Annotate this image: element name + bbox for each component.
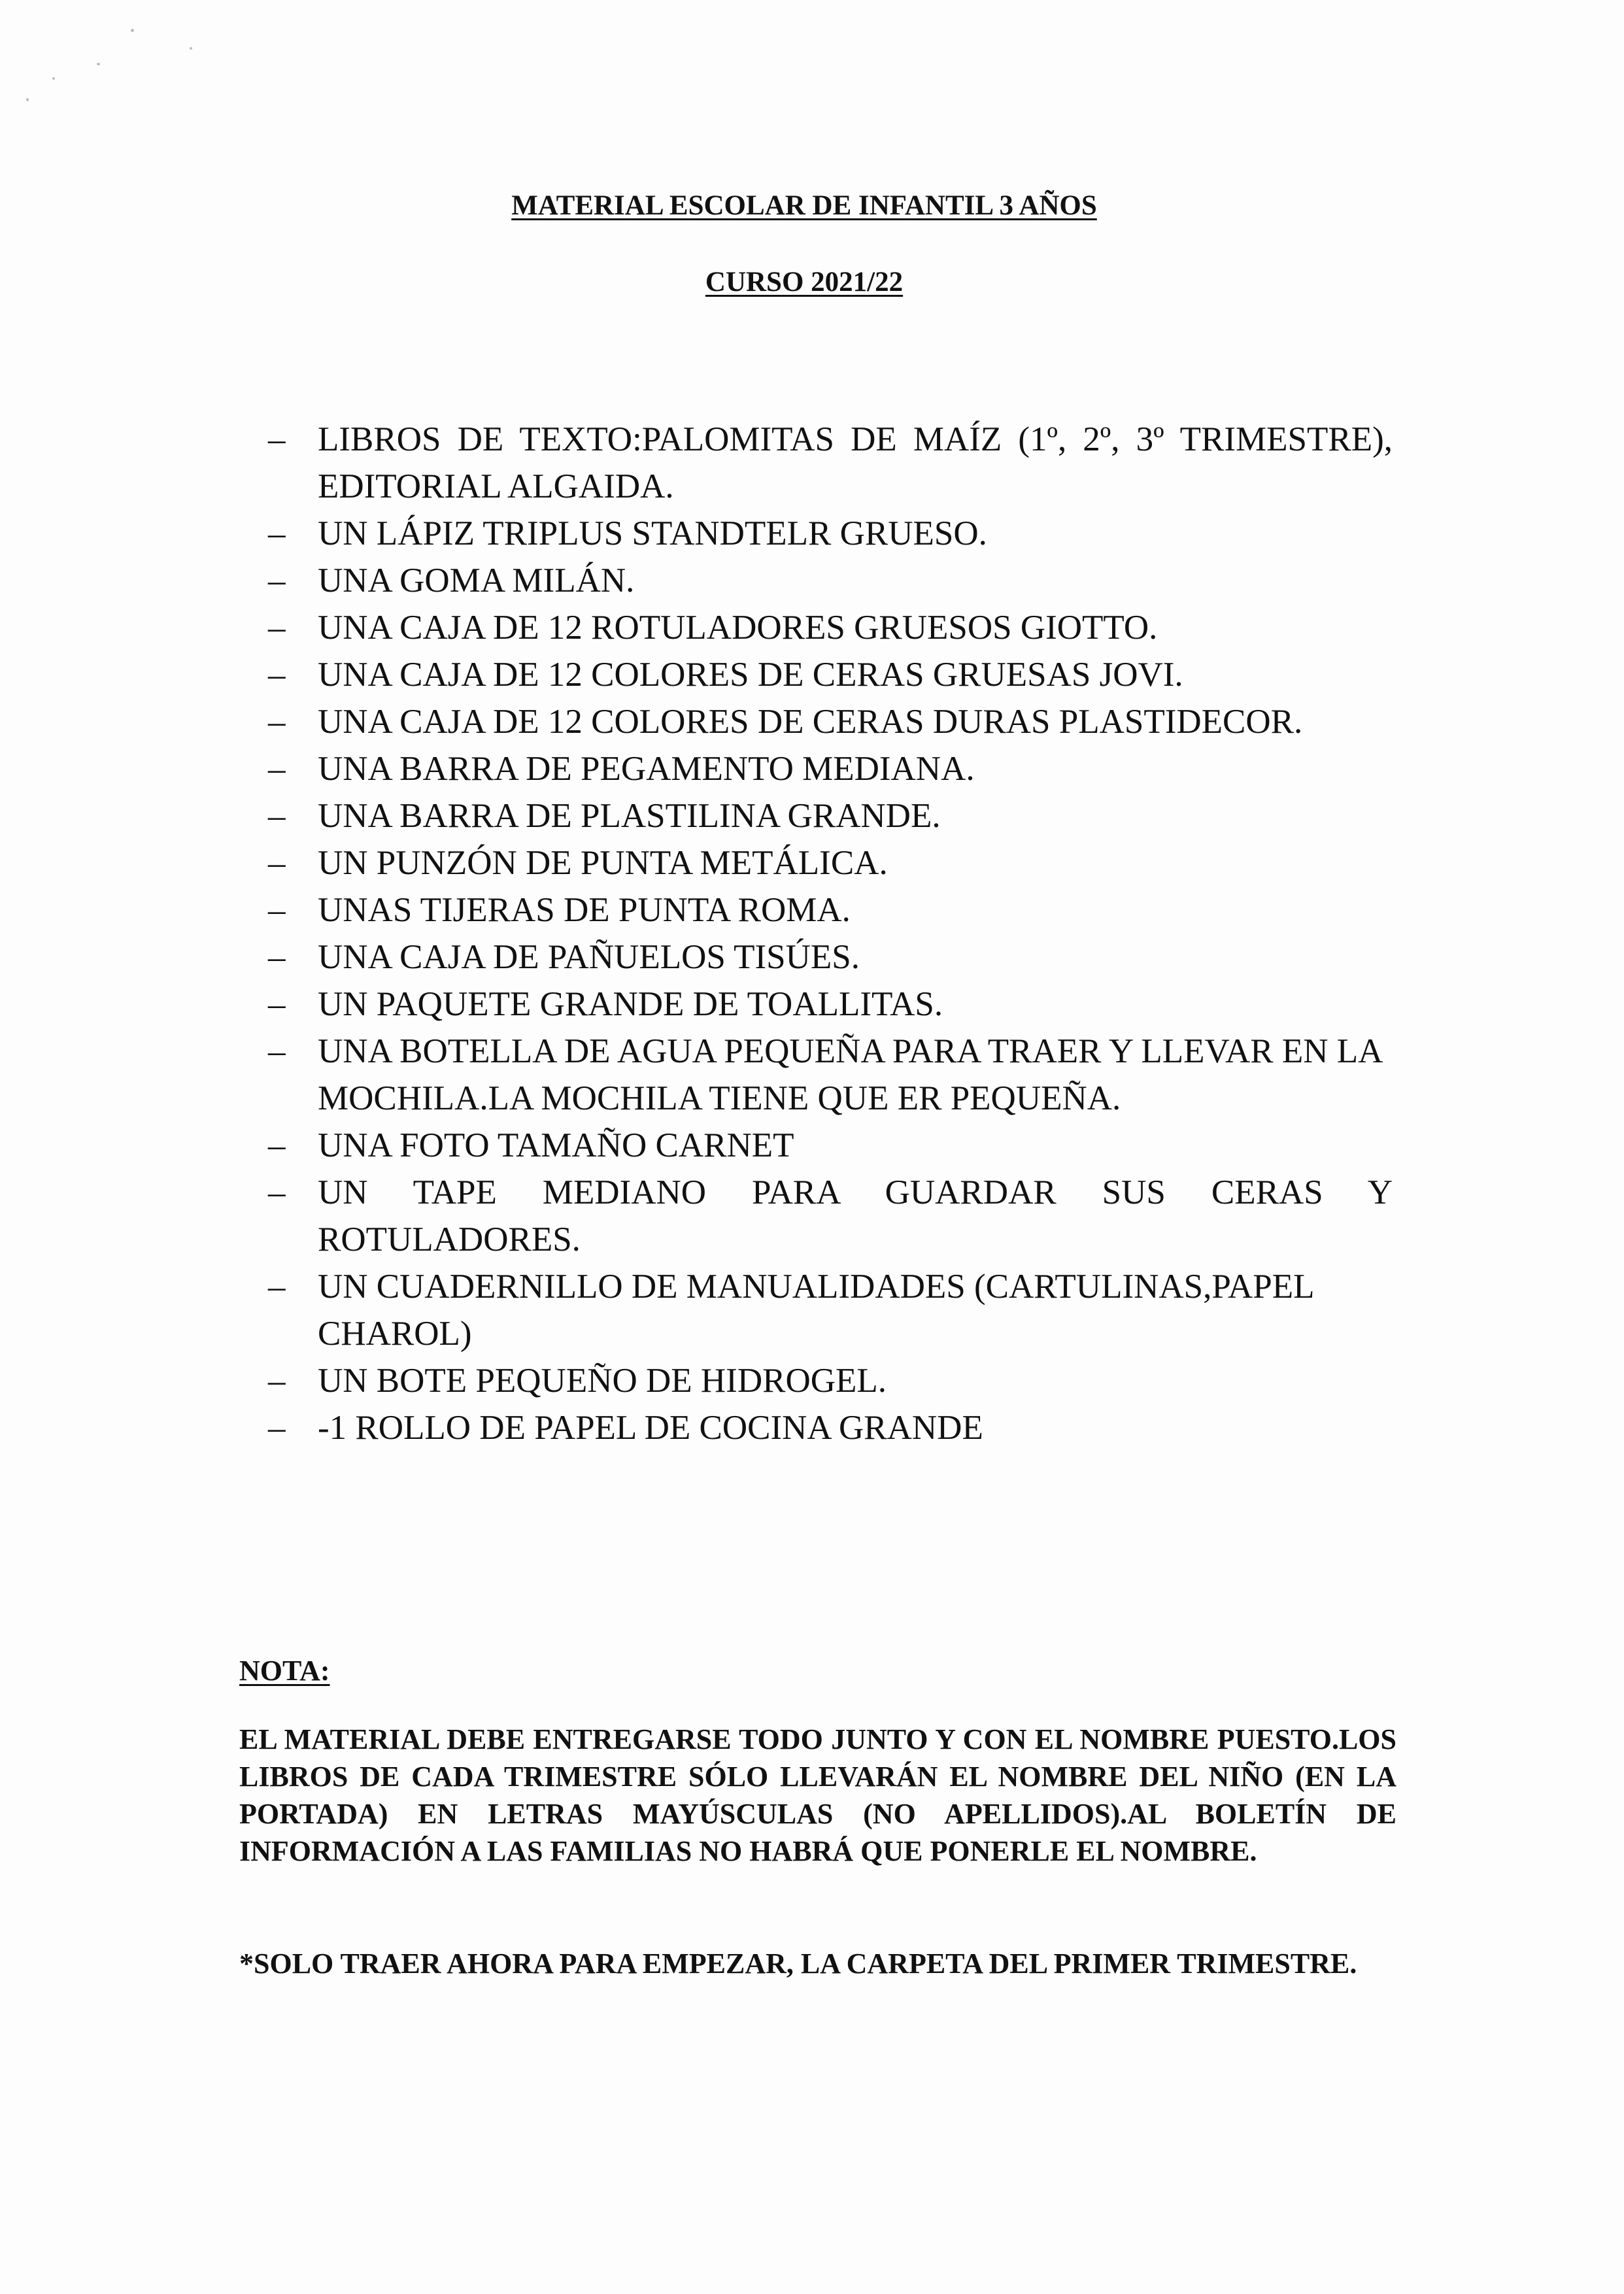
list-item — [268, 1263, 1393, 1357]
list-item — [268, 510, 1393, 557]
bullet-dash: – — [268, 1032, 286, 1070]
note-heading: NOTA: — [239, 1655, 330, 1687]
note-extra: *SOLO TRAER AHORA PARA EMPEZAR, LA CARPETA DEL PRIMER TRIMESTRE. — [239, 1948, 1357, 1980]
list-item — [268, 839, 1393, 886]
list-item-text: UN TAPE MEDIANO PARA GUARDAR SUS CERAS Y ROTULADORES. — [318, 1173, 1393, 1258]
scan-speck — [26, 98, 29, 101]
list-item — [268, 698, 1393, 745]
list-item-text: UNA CAJA DE 12 COLORES DE CERAS GRUESAS JOVI. — [318, 656, 1183, 694]
list-item — [268, 416, 1393, 510]
list-item-text: UNA BOTELLA DE AGUA PEQUEÑA PARA TRAER Y LLEVAR EN LA MOCHILA.LA MOCHILA TIENE QUE ER PEQUEÑA. — [318, 1032, 1381, 1117]
scan-speck — [190, 47, 192, 50]
bullet-dash: – — [268, 750, 286, 788]
list-item-text: UN CUADERNILLO DE MANUALIDADES (CARTULINAS,PAPEL CHAROL) — [318, 1268, 1313, 1353]
list-item — [268, 792, 1393, 839]
scan-speck — [131, 29, 134, 32]
list-item — [268, 886, 1393, 934]
list-item-text: UNA GOMA MILÁN. — [318, 562, 635, 599]
bullet-dash: – — [268, 609, 286, 647]
list-item-text: UNAS TIJERAS DE PUNTA ROMA. — [318, 891, 851, 929]
document-title: MATERIAL ESCOLAR DE INFANTIL 3 AÑOS — [511, 190, 1097, 221]
bullet-dash: – — [268, 797, 286, 835]
list-item — [268, 1169, 1393, 1263]
list-item — [268, 604, 1393, 651]
list-item-text: UN LÁPIZ TRIPLUS STANDTELR GRUESO. — [318, 514, 987, 552]
list-item-text: UNA BARRA DE PLASTILINA GRANDE. — [318, 797, 941, 835]
list-item — [268, 651, 1393, 698]
scan-speck — [52, 77, 55, 80]
bullet-dash: – — [268, 703, 286, 741]
list-item-text: UNA CAJA DE 12 COLORES DE CERAS DURAS PLASTIDECOR. — [318, 703, 1303, 741]
bullet-dash: – — [268, 1126, 286, 1164]
bullet-dash: – — [268, 844, 286, 882]
list-item — [268, 981, 1393, 1028]
list-item — [268, 1357, 1393, 1404]
list-item — [268, 1404, 1393, 1451]
list-item — [268, 557, 1393, 604]
bullet-dash: – — [268, 514, 286, 552]
bullet-dash: – — [268, 1362, 286, 1400]
list-item — [268, 1122, 1393, 1169]
bullet-dash: – — [268, 938, 286, 976]
list-item-text: UN PAQUETE GRANDE DE TOALLITAS. — [318, 985, 943, 1023]
list-item — [268, 934, 1393, 981]
note-body: EL MATERIAL DEBE ENTREGARSE TODO JUNTO Y CON EL NOMBRE PUESTO.LOS LIBROS DE CADA TRIMESTRE SÓLO LLEVARÁN EL NOMBRE DEL NIÑO (EN LA PORTADA) EN LETRAS MAYÚSCULAS (NO APELLIDOS).AL BOLETÍN DE INFORMACIÓN A LAS FAMILIAS NO HABRÁ QUE PONERLE EL NOMBRE. — [239, 1723, 1396, 1867]
materials-list — [268, 416, 1393, 1451]
document-subtitle: CURSO 2021/22 — [705, 267, 904, 297]
bullet-dash: – — [268, 656, 286, 694]
list-item-text: UNA CAJA DE 12 ROTULADORES GRUESOS GIOTTO. — [318, 609, 1158, 647]
list-item — [268, 1028, 1393, 1122]
bullet-dash: – — [268, 1173, 286, 1211]
list-item-text: -1 ROLLO DE PAPEL DE COCINA GRANDE — [318, 1409, 983, 1447]
list-item-text: UN PUNZÓN DE PUNTA METÁLICA. — [318, 844, 888, 882]
scan-speck — [97, 63, 100, 65]
list-item-text: UNA BARRA DE PEGAMENTO MEDIANA. — [318, 750, 975, 788]
bullet-dash: – — [268, 1409, 286, 1447]
list-item-text: UN BOTE PEQUEÑO DE HIDROGEL. — [318, 1362, 887, 1400]
bullet-dash: – — [268, 891, 286, 929]
bullet-dash: – — [268, 1268, 286, 1306]
bullet-dash: – — [268, 420, 286, 458]
bullet-dash: – — [268, 562, 286, 599]
list-item-text: LIBROS DE TEXTO:PALOMITAS DE MAÍZ (1º, 2º, 3º TRIMESTRE), EDITORIAL ALGAIDA. — [318, 420, 1393, 505]
list-item-text: UNA FOTO TAMAÑO CARNET — [318, 1126, 794, 1164]
bullet-dash: – — [268, 985, 286, 1023]
list-item-text: UNA CAJA DE PAÑUELOS TISÚES. — [318, 938, 860, 976]
list-item — [268, 745, 1393, 792]
